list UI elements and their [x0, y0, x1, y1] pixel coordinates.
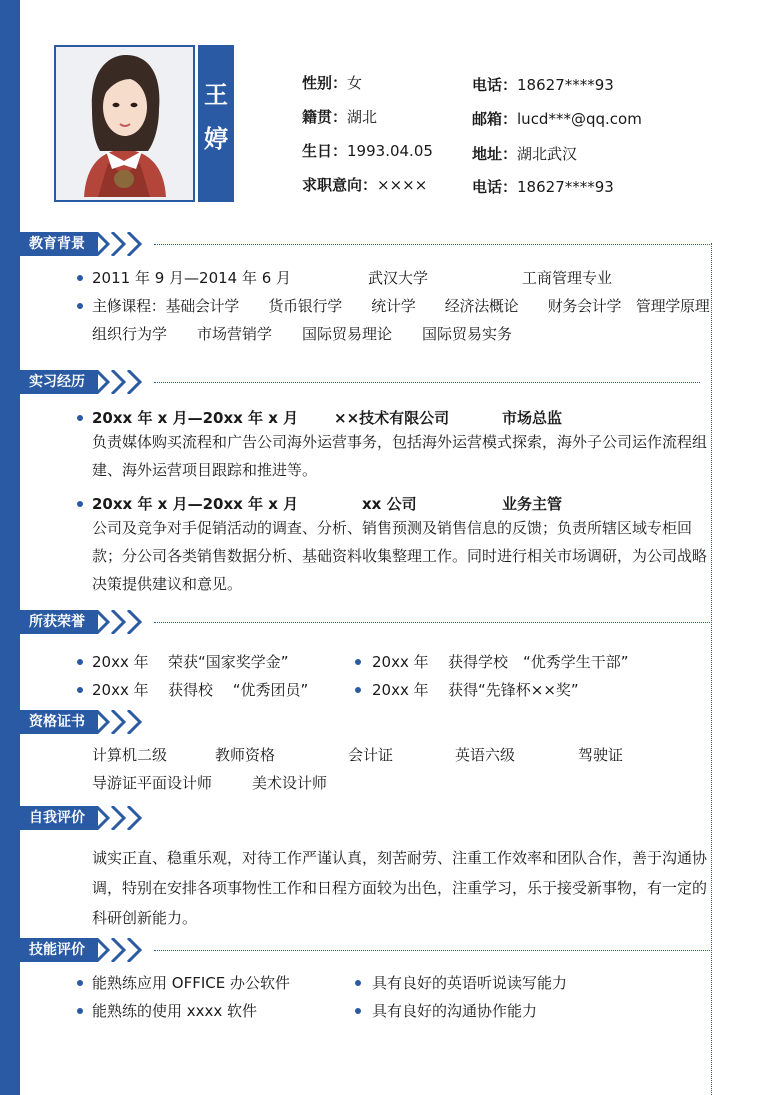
intent-label: 求职意向：	[302, 176, 378, 194]
address-label: 地址：	[472, 145, 518, 163]
honor2-text: 获得学校 “优秀学生干部”	[448, 653, 629, 671]
skill-item: 具有良好的沟通协作能力	[372, 1002, 538, 1020]
intent-field	[302, 174, 427, 195]
section-title-internship: 实习经历	[20, 370, 98, 394]
bullet-dot	[355, 1008, 361, 1014]
edu-school: 武汉大学	[368, 269, 429, 287]
section-rule	[154, 382, 700, 383]
job2-description: 公司及竞争对手促销活动的调查、分析、销售预测及销售信息的反馈；负责所辖区域专柜回款；分公司各类销售数据分析、基础资料收集整理工作。同时进行相关市场调研，为公司战略决策提供建议和意见。	[92, 519, 708, 593]
section-title-self-eval: 自我评价	[20, 806, 98, 830]
name-block	[198, 45, 234, 202]
right-dotted-rule	[711, 243, 712, 1095]
section-rule	[154, 950, 710, 951]
edu-courses-line1: 主修课程：基础会计学 货币银行学 统计学 经济法概论 财务会计学 管理学原理	[92, 297, 710, 315]
section-title-honors: 所获荣誉	[20, 610, 98, 634]
job2-position: 业务主管	[502, 495, 563, 513]
bullet-dot	[77, 687, 83, 693]
phone-field	[472, 74, 614, 95]
bullet-dot	[355, 687, 361, 693]
address-field	[472, 143, 577, 164]
hometown-label: 籍贯：	[302, 108, 348, 126]
name-char-2: 婷	[204, 125, 228, 153]
cert-item: 教师资格	[215, 746, 276, 764]
birthday-field	[302, 140, 433, 161]
bullet-dot	[77, 659, 83, 665]
edu-period: 2011 年 9 月—2014 年 6 月	[92, 269, 292, 287]
skill-item: 能熟练的使用 xxxx 软件	[92, 1002, 258, 1020]
bullet-dot	[77, 415, 83, 421]
phone-label: 电话：	[472, 76, 518, 94]
bullet-dot	[77, 303, 83, 309]
honor3-text: 获得校 “优秀团员”	[168, 681, 309, 699]
section-rule	[154, 622, 710, 623]
phone-value: 18627****93	[517, 76, 614, 94]
honor3-year: 20xx 年	[92, 681, 149, 699]
job2-company: xx 公司	[362, 495, 417, 513]
cert-item: 英语六级	[455, 746, 516, 764]
chevron-arrows-icon	[94, 938, 156, 962]
job1-position: 市场总监	[502, 409, 563, 427]
bullet-dot	[77, 275, 83, 281]
honor2-year: 20xx 年	[372, 653, 429, 671]
gender-field	[302, 72, 362, 93]
left-accent-bar	[0, 0, 20, 1095]
hometown-value: 湖北	[347, 108, 378, 126]
address-value: 湖北武汉	[517, 145, 578, 163]
skill-item: 具有良好的英语听说读写能力	[372, 974, 568, 992]
cert-item: 导游证平面设计师	[92, 774, 213, 792]
chevron-arrows-icon	[94, 710, 156, 734]
edu-major: 工商管理专业	[522, 269, 613, 287]
skill-item: 能熟练应用 OFFICE 办公软件	[92, 974, 290, 992]
cert-item: 会计证	[348, 746, 394, 764]
bullet-dot	[77, 501, 83, 507]
edu-courses-line2: 组织行为学 市场营销学 国际贸易理论 国际贸易实务	[92, 325, 513, 343]
name-char-1: 王	[204, 81, 228, 109]
job1-period: 20xx 年 x 月—20xx 年 x 月	[92, 409, 299, 427]
chevron-arrows-icon	[94, 370, 156, 394]
birthday-value: 1993.04.05	[347, 142, 433, 160]
chevron-arrows-icon	[94, 610, 156, 634]
cert-item: 驾驶证	[578, 746, 624, 764]
honor1-year: 20xx 年	[92, 653, 149, 671]
cert-item: 美术设计师	[252, 774, 328, 792]
phone2-value: 18627****93	[517, 178, 614, 196]
cert-item: 计算机二级	[92, 746, 168, 764]
section-title-skills: 技能评价	[20, 938, 98, 962]
birthday-label: 生日：	[302, 142, 348, 160]
honor4-text: 获得“先锋杯××奖”	[448, 681, 579, 699]
honor4-year: 20xx 年	[372, 681, 429, 699]
phone2-label: 电话：	[472, 178, 518, 196]
chevron-arrows-icon	[94, 232, 156, 256]
email-value: lucd***@qq.com	[517, 110, 642, 128]
bullet-dot	[355, 980, 361, 986]
section-title-education: 教育背景	[20, 232, 98, 256]
job2-period: 20xx 年 x 月—20xx 年 x 月	[92, 495, 299, 513]
intent-value: ××××	[377, 176, 428, 194]
phone2-field	[472, 176, 614, 197]
email-label: 邮箱：	[472, 110, 518, 128]
bullet-dot	[77, 980, 83, 986]
hometown-field	[302, 106, 377, 127]
gender-label: 性别：	[302, 74, 348, 92]
profile-photo	[54, 45, 195, 202]
gender-value: 女	[347, 74, 363, 92]
self-eval-text: 诚实正直、稳重乐观，对待工作严谨认真，刻苦耐劳、注重工作效率和团队合作，善于沟通协调，特别在安排各项事物性工作和日程方面较为出色，注重学习，乐于接受新事物，有一定的科研创新能力。	[92, 849, 708, 927]
bullet-dot	[355, 659, 361, 665]
bullet-dot	[77, 1008, 83, 1014]
portrait-image	[56, 47, 193, 200]
email-field	[472, 108, 642, 129]
section-title-certificates: 资格证书	[20, 710, 98, 734]
section-rule	[154, 244, 710, 245]
chevron-arrows-icon	[94, 806, 156, 830]
honor1-text: 荣获“国家奖学金”	[168, 653, 289, 671]
job1-company: ××技术有限公司	[334, 409, 450, 427]
job1-description: 负责媒体购买流程和广告公司海外运营事务，包括海外运营模式探索，海外子公司运作流程组建、海外运营项目跟踪和推进等。	[92, 433, 708, 479]
